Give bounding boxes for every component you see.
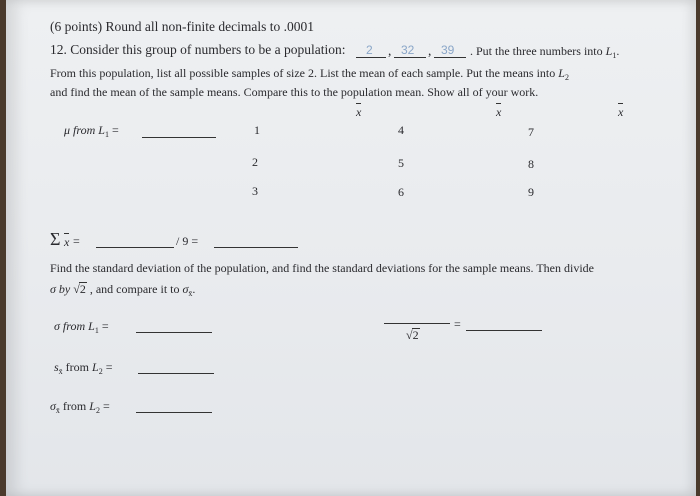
divide-by-nine: / 9 = xyxy=(176,234,199,248)
sigma-from-L1-label: σ from $L_1$ = xyxy=(54,319,109,335)
sum-sigma-symbol: Σ xyxy=(50,229,61,249)
population-blank-3 xyxy=(434,57,466,58)
population-value-3: 39 xyxy=(441,43,455,57)
population-value-1: 2 xyxy=(366,43,373,57)
fraction-result-blank[interactable] xyxy=(466,330,542,331)
sample-3: 3 xyxy=(252,184,258,198)
sd-instruction-line-2: σ by √2 , and compare it to $\sigma_{x̄}$. xyxy=(50,282,196,298)
population-blank-1 xyxy=(356,57,386,58)
fraction-equals: = xyxy=(454,317,461,331)
fraction-numerator-blank[interactable] xyxy=(384,323,450,324)
sigma-xbar-blank[interactable] xyxy=(136,412,212,413)
sum-equals: = xyxy=(73,234,80,248)
s-xbar-blank[interactable] xyxy=(138,373,214,374)
worksheet-page xyxy=(6,0,696,496)
xbar-header-2: x xyxy=(496,105,502,119)
sigma-xbar-from-L2-label: $\sigma_{x̄}$ from $L_2$ = xyxy=(50,399,110,415)
sqrt2-denominator: √2 xyxy=(406,328,419,342)
question-12-suffix: . Put the three numbers into $L_1$. xyxy=(470,44,620,60)
sd-instruction-line-1: Find the standard deviation of the population, and find the standard deviations for the sample means. Then divide xyxy=(50,261,594,275)
sample-6: 6 xyxy=(398,185,404,199)
sample-4: 4 xyxy=(398,123,404,137)
instruction-line-3: and find the mean of the sample means. Compare this to the population mean. Show all of your work. xyxy=(50,85,539,99)
sample-9: 9 xyxy=(528,185,534,199)
s-xbar-from-L2-label: $s_{x̄}$ from $L_2$ = xyxy=(54,360,113,376)
population-value-2: 32 xyxy=(401,43,415,57)
points-line: (6 points) Round all non-finite decimals to .0001 xyxy=(50,19,314,34)
comma-1: , xyxy=(388,43,392,58)
comma-2: , xyxy=(428,43,432,58)
sum-answer-blank[interactable] xyxy=(96,247,174,248)
question-12-prefix: 12. Consider this group of numbers to be a population: xyxy=(50,42,346,57)
sample-7: 7 xyxy=(528,125,534,139)
sample-5: 5 xyxy=(398,156,404,170)
sample-8: 8 xyxy=(528,157,534,171)
mu-from-L1-label: μ from $L_1$ = xyxy=(64,123,119,139)
sample-1: 1 xyxy=(254,123,260,137)
sigma-L1-blank[interactable] xyxy=(136,332,212,333)
mean-of-means-blank[interactable] xyxy=(214,247,298,248)
xbar-header-1: x xyxy=(356,105,362,119)
sample-2: 2 xyxy=(252,155,258,169)
sum-xbar: x xyxy=(64,235,70,249)
mu-answer-blank[interactable] xyxy=(142,137,216,138)
population-blank-2 xyxy=(394,57,426,58)
instruction-line-2: From this population, list all possible samples of size 2. List the mean of each sample. Put the means into $L_2$ xyxy=(50,66,569,82)
xbar-header-3: x xyxy=(618,105,624,119)
